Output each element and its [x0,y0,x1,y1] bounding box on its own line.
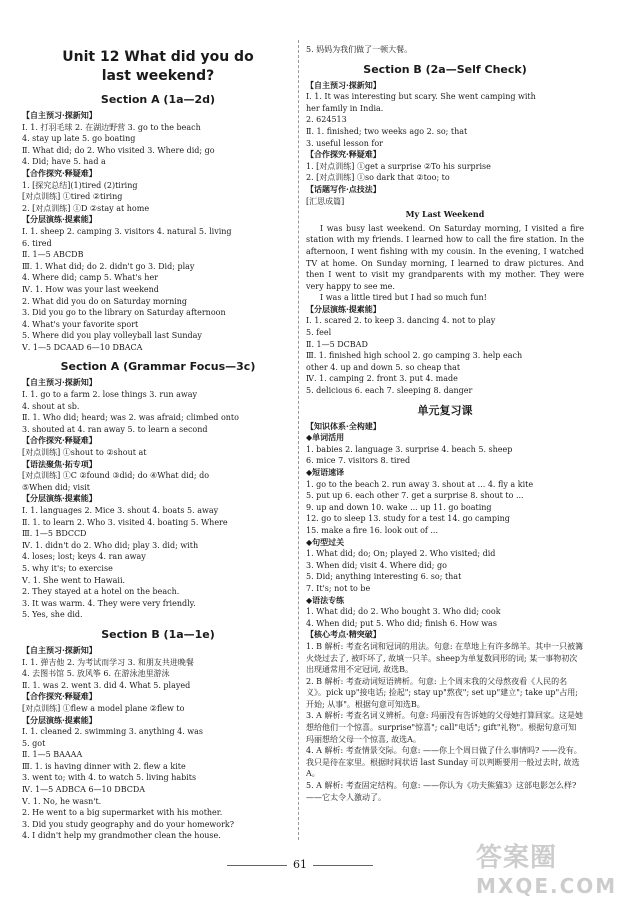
answer-line: 5. got [22,738,46,748]
answer-line: 3. Did you study geography and do your homework? [22,819,235,829]
essay-title: My Last Weekend [405,209,485,220]
answer-line: 2. 624513 [306,115,347,125]
answer-line: Ⅲ. 1—5 BDCCD [22,529,87,539]
answer-line: [对点训练] ①flew a model plane ②flew to [22,703,185,713]
answer-line: 5. Yes, she did. [22,610,83,620]
answer-line: 4. When did; put 5. Who did; finish 6. How was [306,618,497,628]
answer-line: Ⅰ. 1. go to a farm 2. lose things 3. run away [22,390,198,400]
answer-line: ◆单词活用 [306,432,345,443]
answer-line: [对点训练] ①tired ②tiring [22,192,123,202]
answer-line: 【知识体系·全构建】 [306,420,381,431]
answer-line: Ⅰ. 1. 弹吉他 2. 为考试而学习 3. 和朋友共进晚餐 [22,657,194,667]
answer-line: 2. He went to a big supermarket with his mother. [22,808,223,818]
answer-line: Ⅴ. 1—5 DCAAD 6—10 DBACA [22,342,143,352]
answer-line: 4. stay up late 5. go boating [22,134,136,144]
answer-line: Ⅰ. 1. scared 2. to keep 3. dancing 4. not to play [306,316,496,326]
answer-line: Ⅱ. 1. Who did; heard; was 2. was afraid; climbed onto [22,413,239,423]
watermark-logo [476,837,617,899]
section-b2-lines-b [306,304,584,397]
review-title: 单元复习课 [417,403,473,417]
answer-line: 1. [探究总结](1)tired (2)tiring [22,180,138,190]
answer-line: Ⅳ. 1. didn't do 2. Who did; play 3. did; with [22,540,199,550]
answer-line: Ⅰ. 1. It was interesting but scary. She went camping with [306,92,536,102]
answer-line: 【自主预习·探新知】 [22,110,97,120]
answer-line: Ⅲ. 1. is having dinner with 2. flew a kite [22,761,186,771]
answer-line: 5. feel [306,328,332,338]
analysis-item: 5. A 解析: 考查固定结构。句意: ——你认为《功夫熊猫3》这部电影怎么样? ——它太令人激动了。 [306,781,577,802]
analysis-item: 2. B 解析: 考查动词短语辨析。句意: 上个周末我的父母熬夜看《人民的名义》。pick up"接电话; 捡起"; stay up"熬夜"; set up"建立"; take up"占用; 开始; 从事"。根据句意可知选B。 [306,676,578,709]
answer-line: 4. Where did; camp 5. What's her [22,273,159,283]
answer-line: 4. loses; lost; keys 4. ran away [22,552,146,562]
section-title: Section B (1a—1e) [101,627,215,641]
answer-line: Ⅴ. 1. No, he wasn't. [22,796,102,806]
answer-line: 3. It was warm. 4. They were very friendly. [22,598,196,608]
answer-line: 【合作探究·释疑难】 [22,167,97,178]
answer-line: 1. babies 2. language 3. surprise 4. beach 5. sheep [306,444,513,454]
right-top-line: 5. 妈妈为我们做了一顿大餐。 [306,45,413,54]
right-column [306,44,584,803]
answer-line: Ⅳ. 1. camping 2. front 3. put 4. made [306,374,458,384]
answer-line: 【话题写作·点技法】 [306,183,381,194]
answer-line: 6. tired [22,238,52,248]
answer-line: 7. It's; not to be [306,583,371,593]
section-title: Section A (1a—2d) [100,93,216,106]
answer-line: 【分层演练·提素能】 [22,214,97,225]
answer-line: 【合作探究·释疑难】 [306,149,381,160]
watermark-bottom-text: MXQE.COM [476,874,617,898]
left-sections [22,92,294,842]
answer-line: Ⅰ. 1. languages 2. Mice 3. shout 4. boats 5. away [22,506,219,515]
essay-paragraph: I was busy last weekend. On Saturday morning, I visited a fire station with my friends. I learned how to call the fire station. In the afternoon, I went fishing with my cousin. In the evening, I watched TV at home. On Sunday morning, I learned to draw pictures. And then I went to visit my grandparents with my mother. They were very happy to see me. [306,223,584,291]
answer-line: other 4. up and down 5. so cheap that [306,362,461,372]
answer-line: 1. [对点训练] ①get a surprise ②To his surprise [306,161,491,171]
answer-line: ◆句型过关 [306,536,345,547]
section-b2-lines-a [306,80,584,208]
answer-line: 【语法聚焦·拓专项】 [22,458,97,469]
answer-line: 【合作探究·释疑难】 [22,435,97,446]
answer-line: 【自主预习·探新知】 [22,377,97,388]
section-b2-title: Section B (2a—Self Check) [363,62,527,76]
answer-line: 5. Did; anything interesting 6. so; that [306,572,462,582]
analysis-item: 3. A 解析: 考查名词义辨析。句意: 玛丽没有告诉她的父母她打算回家。这是她想给他们一个惊喜。surprise"惊喜"; call"电话"; gift"礼物"。根据句意可知玛丽想给父母一个惊喜, 故选A。 [306,711,583,744]
answer-line: 3. Did you go to the library on Saturday afternoon [22,308,226,318]
answer-line: 【核心考点·精突破】 [306,629,381,640]
answer-line: 3. shouted at 4. ran away 5. to learn a second [22,424,208,434]
footer-rule-right [313,865,373,866]
unit-title-line-2: last weekend? [101,68,215,84]
answer-line: Ⅰ. 1. cleaned 2. swimming 3. anything 4. was [22,727,204,737]
answer-line: Ⅱ. 1. finished; two weeks ago 2. so; that [306,126,468,136]
answer-line: 3. When did; visit 4. Where did; go [306,560,447,570]
footer-rule-left [227,865,287,866]
column-divider [298,40,299,840]
answer-line: 【分层演练·提素能】 [22,714,97,725]
answer-line: Ⅳ. 1. How was your last weekend [22,284,159,294]
answer-line: 2. What did you do on Saturday morning [22,296,188,306]
answer-line: 3. went to; with 4. to watch 5. living habits [22,773,197,783]
analysis-item: 4. A 解析: 考查情景交际。句意: ——你上个周日做了什么事情吗? ——没有。我只是待在家里。根据时间状语 last Sunday 可以判断要用一般过去时, 故选A。 [306,746,582,779]
answer-line: 6. mice 7. visitors 8. tired [306,456,411,466]
answer-line: 2. [对点训练] ①so dark that ②too; to [306,173,450,183]
answer-line: Ⅴ. 1. She went to Hawaii. [22,575,126,585]
answer-line: 4. Did; have 5. had a [22,157,106,167]
answer-line: 4. What's your favorite sport [22,319,139,329]
answer-line: [汇思成篇] [306,196,345,206]
answer-line: Ⅲ. 1. finished high school 2. go camping 3. help each [306,351,523,361]
unit-title-line-1: Unit 12 What did you do [62,49,254,65]
analysis-item: 1. B 解析: 考查名词和冠词的用法。句意: 在草地上有许多绵羊。其中一只被篝火烧过去了, 被吓坏了, 故填一只羊。sheep为单复数同形的词; 某一事物初次出现通常用不定冠词, 故选B。 [306,641,584,675]
answer-line: Ⅱ. What did; do 2. Who visited 3. Where did; go [22,145,215,155]
answer-line: 5. delicious 6. each 7. sleeping 8. danger [306,386,473,396]
answer-line: 5. Where did you play volleyball last Sunday [22,331,202,341]
answer-line: 【自主预习·探新知】 [22,644,97,655]
answer-line: Ⅱ. 1. was 2. went 3. did 4. What 5. played [22,680,191,690]
answer-line: ◆短语速译 [306,467,345,477]
answer-line: 3. useful lesson for [306,138,383,148]
answer-line: 1. What did; do 2. Who bought 3. Who did; cook [306,607,501,617]
essay-closing: I was a little tired but I had so much fun! [320,293,487,303]
analysis-lines [306,641,584,803]
answer-line: ◆语法专练 [306,594,345,605]
section-title: Section A (Grammar Focus—3c) [60,360,256,374]
answer-line: 【自主预习·探新知】 [306,79,381,90]
answer-line: Ⅱ. 1—5 DCBAD [306,339,368,349]
answer-line: Ⅳ. 1—5 ADBCA 6—10 DBCDA [22,785,146,795]
answer-line: 1. go to the beach 2. run away 3. shout at ... 4. fly a kite [306,479,534,489]
answer-line: 15. make a fire 16. look out of ... [306,525,439,535]
answer-line: [对点训练] ①C ②found ③did; do ④What did; do [22,471,210,481]
answer-line: 5. put up 6. each other 7. get a surprise 8. shout to ... [306,491,524,501]
answer-line: 12. go to sleep 13. study for a test 14. go camping [306,514,510,524]
answer-line: ⑤When did; visit [22,482,90,492]
answer-line: Ⅱ. 1. to learn 2. Who 3. visited 4. boating 5. Where [22,517,228,527]
answer-line: 1. What did; do; On; played 2. Who visited; did [306,549,496,559]
answer-line: 4. 去图书馆 5. 放风筝 6. 在游泳池里游泳 [22,669,170,679]
answer-line: Ⅱ. 1—5 ABCDB [22,250,84,260]
answer-line: 【分层演练·提素能】 [22,493,97,504]
answer-line: [对点训练] ①shout to ②shout at [22,448,147,458]
answer-line: Ⅰ. 1. 打羽毛球 2. 在湖边野营 3. go to the beach [22,122,201,132]
answer-line: 9. up and down 10. wake ... up 11. go boating [306,502,492,512]
answer-line: 4. I didn't help my grandmother clean the house. [22,831,221,841]
unit-title [22,48,294,86]
answer-line: her family in India. [306,103,384,113]
answer-line: Ⅲ. 1. What did; do 2. didn't go 3. Did; play [22,261,195,271]
answer-line: 2. [对点训练] ①D ②stay at home [22,203,150,213]
answer-line: 【分层演练·提素能】 [306,303,381,314]
answer-line: Ⅰ. 1. sheep 2. camping 3. visitors 4. natural 5. living [22,226,232,236]
answer-line: 2. They stayed at a hotel on the beach. [22,587,180,597]
page-number: 61 [293,858,307,871]
watermark-top-text: 答案圈 [476,843,558,873]
review-lines [306,421,584,641]
answer-line: 【合作探究·释疑难】 [22,691,97,702]
answer-line: 5. why it's; to exercise [22,563,113,573]
answer-line: Ⅱ. 1—5 BAAAA [22,750,83,760]
left-column [22,44,294,842]
answer-line: 4. shout at sb. [22,401,80,411]
